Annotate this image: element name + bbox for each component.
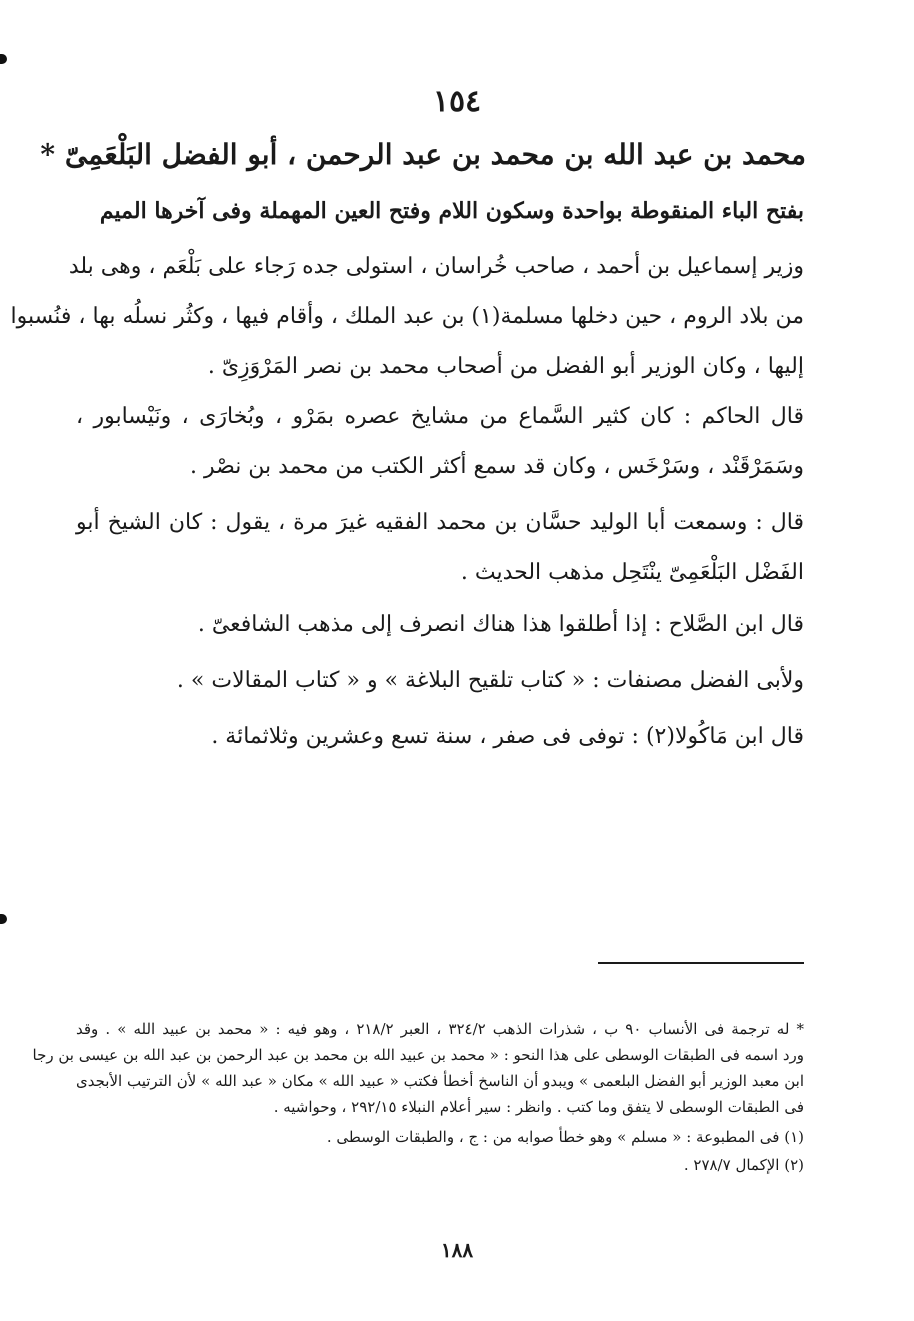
- footnote-line: فى الطبقات الوسطى لا يتفق وما كتب . وانظر : سير أعلام النبلاء ٢٩٢/١٥ ، وحواشيه .: [273, 1098, 804, 1116]
- body-line: الفَضْل البَلْعَمِىّ ينْتَحِل مذهب الحديث .: [460, 560, 804, 585]
- scan-mark: [0, 914, 7, 924]
- footnote-separator: [598, 962, 804, 964]
- footnote-line: ابن معبد الوزير أبو الفضل البلعمى » ويبدو أن الناسخ أخطأ فكتب « عبيد الله » مكان « عبد الله » لأن الترتيب الأبجدى: [76, 1072, 804, 1090]
- footnote-line: ورد اسمه فى الطبقات الوسطى على هذا النحو : « محمد بن عبيد الله بن محمد بن عبد الرحمن بن عبد الله بن عيسى بن رجا: [32, 1046, 804, 1064]
- body-line: إليها ، وكان الوزير أبو الفضل من أصحاب محمد بن نصر المَرْوَزِىّ .: [207, 354, 804, 379]
- entry-number: ١٥٤: [432, 84, 482, 119]
- footnote-line: (١) فى المطبوعة : « مسلم » وهو خطأ صوابه من : ج ، والطبقات الوسطى .: [326, 1128, 804, 1146]
- body-line: ولأبى الفضل مصنفات : « كتاب تلقيح البلاغة » و « كتاب المقالات » .: [176, 668, 804, 693]
- body-line: قال ابن مَاكُولا(٢) : توفى فى صفر ، سنة تسع وعشرين وثلاثمائة .: [211, 724, 804, 749]
- body-line: قال الحاكم : كان كثير السَّماع من مشايخ عصره بمَرْو ، وبُخارَى ، ونَيْسابور ،: [76, 404, 804, 429]
- entry-subheading: بفتح الباء المنقوطة بواحدة وسكون اللام وفتح العين المهملة وفى آخرها الميم: [99, 198, 804, 224]
- body-line: قال : وسمعت أبا الوليد حسَّان بن محمد الفقيه غيرَ مرة ، يقول : كان الشيخ أبو: [76, 510, 804, 535]
- page-number: ١٨٨: [440, 1238, 474, 1262]
- body-line: قال ابن الصَّلاح : إذا أطلقوا هذا هناك انصرف إلى مذهب الشافعىّ .: [197, 612, 804, 637]
- body-line: وزير إسماعيل بن أحمد ، صاحب خُراسان ، استولى جده رَجاء على بَلْعَم ، وهى بلد: [68, 254, 804, 279]
- body-line: وسَمَرْقَنْد ، وسَرْخَس ، وكان قد سمع أكثر الكتب من محمد بن نصْر .: [189, 454, 804, 479]
- footnote-line: * له ترجمة فى الأنساب ٩٠ ب ، شذرات الذهب ٣٢٤/٢ ، العبر ٢١٨/٢ ، وهو فيه : « محمد بن عبيد الله » . وقد: [76, 1020, 804, 1038]
- scan-mark: [0, 54, 7, 64]
- entry-heading: محمد بن عبد الله بن محمد بن عبد الرحمن ، أبو الفضل البَلْعَمِىّ *: [40, 138, 806, 171]
- footnote-line: (٢) الإكمال ٢٧٨/٧ .: [683, 1156, 804, 1174]
- body-line: من بلاد الروم ، حين دخلها مسلمة(١) بن عبد الملك ، وأقام فيها ، وكثُر نسلُه بها ، فنُسبوا: [10, 304, 804, 329]
